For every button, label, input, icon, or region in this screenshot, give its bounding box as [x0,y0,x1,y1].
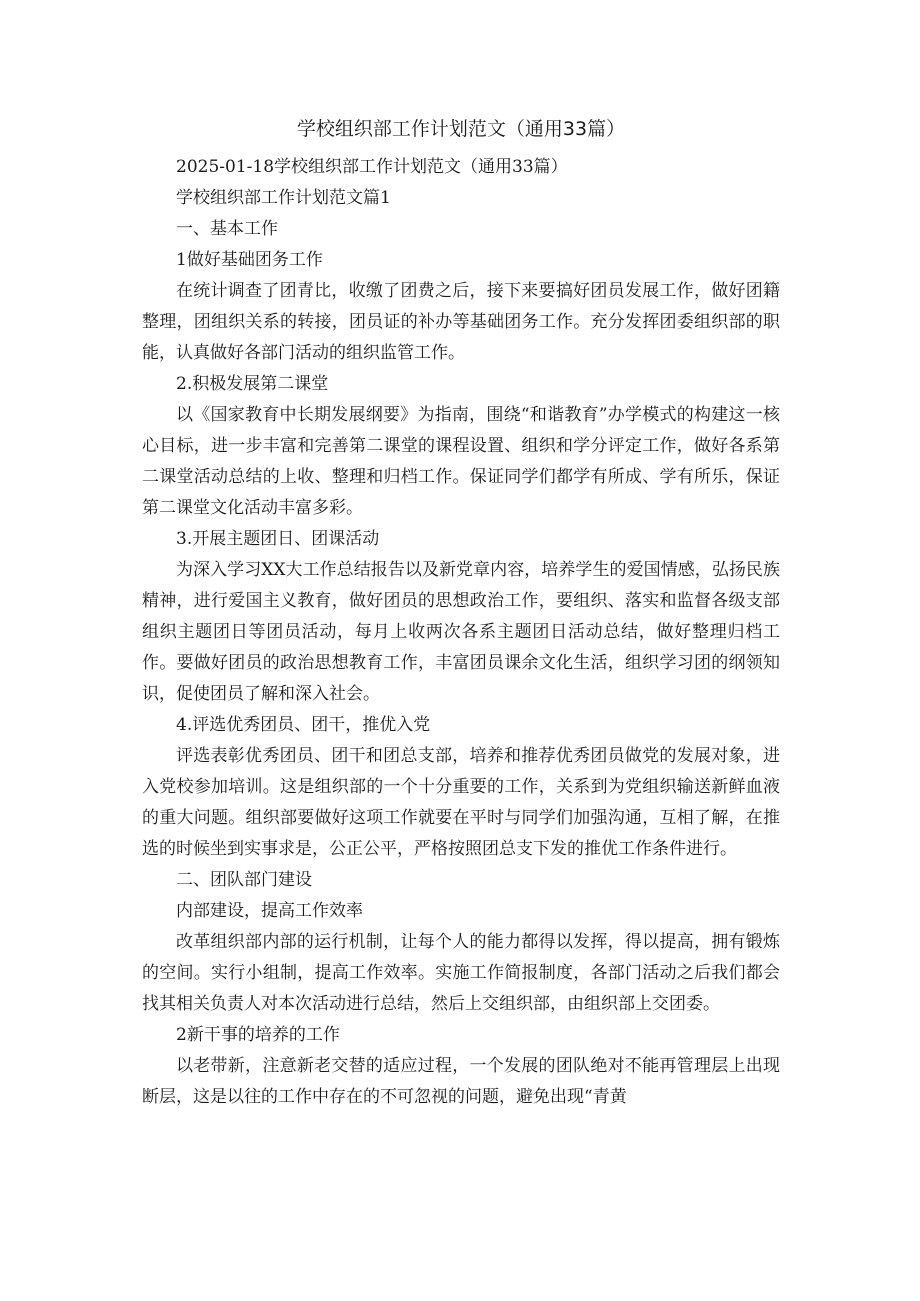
heading-team-building: 二、团队部门建设 [176,870,312,890]
paragraph-2: 以《国家教育中长期发展纲要》为指南，围绕“和谐教育”办学模式的构建这一核心目标，进一步丰富和完善第二课堂的课程设置、组织和学分评定工作，做好各系第二课堂活动总结的上收、整理和归档工作。保证同学们都学有所成、学有所乐，保证第二课堂文化活动丰富多彩。 [142,405,780,518]
paragraph-1: 在统计调查了团青比，收缴了团费之后，接下来要搞好团员发展工作，做好团籍整理，团组织关系的转接，团员证的补办等基础团务工作。充分发挥团委组织部的职能，认真做好各部门活动的组织监管工作。 [142,281,780,363]
paragraph-4: 评选表彰优秀团员、团干和团总支部，培养和推荐优秀团员做党的发展对象，进入党校参加培训。这是组织部的一个十分重要的工作，关系到为党组织输送新鲜血液的重大问题。组织部要做好这项工作就要在平时与同学们加强沟通，互相了解，在推选的时候坐到实事求是，公正公平，严格按照团总支下发的推优工作条件进行。 [142,746,780,859]
heading-basic-work: 一、基本工作 [176,219,278,239]
subheading-internal: 内部建设，提高工作效率 [176,901,363,921]
paragraph-6: 以老带新，注意新老交替的适应过程，一个发展的团队绝对不能再管理层上出现断层，这是以往的工作中存在的不可忽视的问题，避免出现“青黄 [142,1056,780,1107]
document-title: 学校组织部工作计划范文（通用33篇） [296,118,626,140]
subheading-new-staff: 2新干事的培养的工作 [176,1025,340,1045]
subheading-3: 3.开展主题团日、团课活动 [176,529,380,549]
paragraph-3: 为深入学习XX大工作总结报告以及新党章内容，培养学生的爱国情感，弘扬民族精神，进行爱国主义教育，做好团员的思想政治工作，要组织、落实和监督各级支部组织主题团日等团员活动，每月上收两次各系主题团日活动总结，做好整理归档工作。要做好团员的政治思想教育工作，丰富团员课余文化生活，组织学习团的纲领知识，促使团员了解和深入社会。 [142,560,780,704]
paragraph-5: 改革组织部内部的运行机制，让每个人的能力都得以发挥，得以提高，拥有锻炼的空间。实行小组制，提高工作效率。实施工作简报制度，各部门活动之后我们都会找其相关负责人对本次活动进行总结，然后上交组织部，由组织部上交团委。 [142,932,780,1014]
subheading-2: 2.积极发展第二课堂 [176,374,329,394]
subheading-1: 1做好基础团务工作 [176,250,323,270]
section-title: 学校组织部工作计划范文篇1 [176,188,391,208]
date-line: 2025-01-18学校组织部工作计划范文（通用33篇） [176,157,568,177]
subheading-4: 4.评选优秀团员、团干，推优入党 [176,715,431,735]
